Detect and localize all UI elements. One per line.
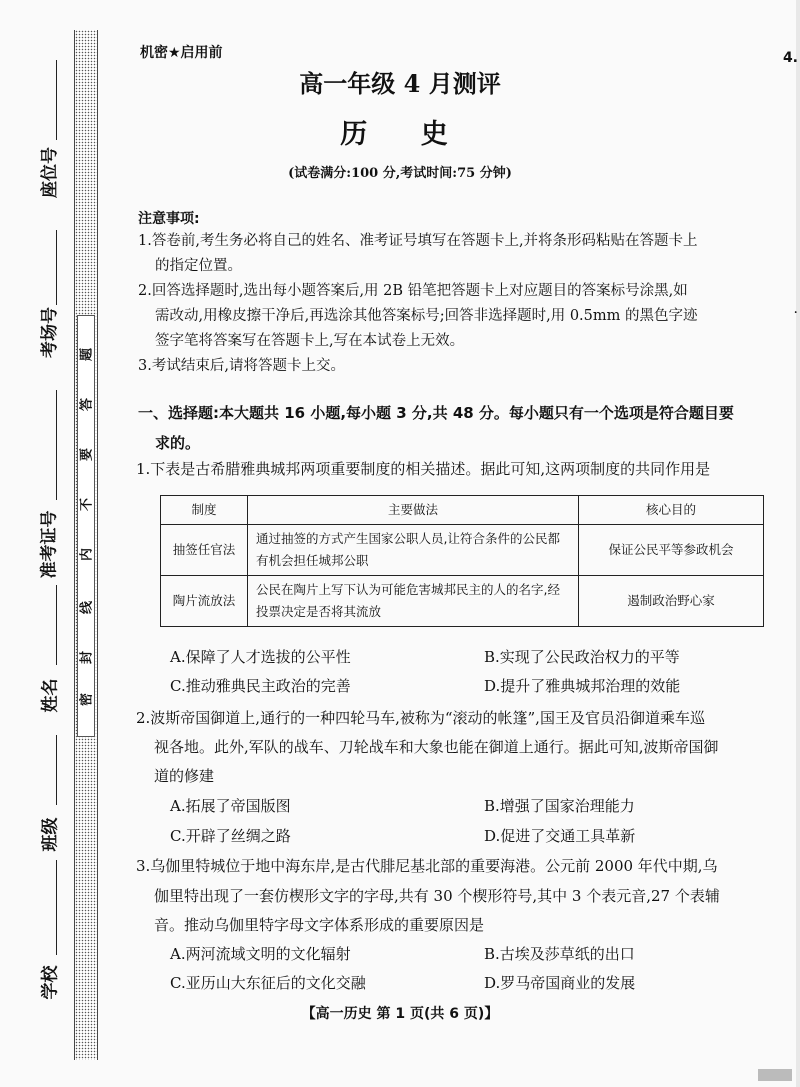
strip-word-6: 线 [79,601,95,615]
q3-option-d: D.罗马帝国商业的发展 [484,974,636,992]
notice-line: 2.回答选择题时,选出每小题答案后,用 2B 铅笔把答题卡上对应题目的答案标号涂黑,如 [138,283,688,299]
strip-word-5: 内 [79,548,95,562]
notice-line: 1.答卷前,考生务必将自己的姓名、准考证号填写在答题卡上,并将条形码粘贴在答题卡上 [138,233,698,249]
q2-option-d: D.促进了交通工具革新 [484,827,636,845]
school-label: 学校 [40,965,61,1000]
exam-title: 高一年级 4 月测评 [299,69,501,98]
q3-option-b: B.古埃及莎草纸的出口 [484,945,635,963]
watermark-qr-icon [758,1069,792,1081]
school-line[interactable] [56,860,57,955]
table-header: 主要做法 [248,496,579,525]
q3-stem-line: 伽里特出现了一套仿楔形文字的字母,共有 30 个楔形符号,其中 3 个表元音,27 个表辅 [154,887,720,905]
notice-line: 的指定位置。 [155,258,242,274]
class-line[interactable] [56,735,57,805]
section-heading-line: 求的。 [155,434,201,452]
notice-line: 签字笔将答案写在答题卡上,写在本试卷上无效。 [155,333,465,349]
table-cell: 公民在陶片上写下认为可能危害城邦民主的人的名字,经投票决定是否将其流放 [248,576,579,627]
q1-option-a: A.保障了人才选拔的公平性 [170,648,351,666]
table-cell: 抽签任官法 [161,525,248,576]
class-label: 班级 [40,817,61,852]
q2-option-a: A.拓展了帝国版图 [170,797,291,815]
ticket-label: 准考证号 [39,510,60,579]
table-cell: 通过抽签的方式产生国家公职人员,让符合条件的公民都有机会担任城邦公职 [248,525,579,576]
q2-option-c: C.开辟了丝绸之路 [170,827,291,845]
q2-stem-line: 2.波斯帝国御道上,通行的一种四轮马车,被称为“滚动的帐篷”,国王及官员沿御道乘车巡 [136,709,705,727]
q1-option-c: C.推动雅典民主政治的完善 [170,677,351,695]
room-line[interactable] [56,230,57,305]
table-cell: 遏制政治野心家 [579,576,764,627]
room-label: 考场号 [40,307,60,358]
strip-word-3: 要 [79,448,95,462]
q2-stem-line: 视各地。此外,军队的战车、刀轮战车和大象也能在御道上通行。据此可知,波斯帝国御 [154,738,719,756]
confidential-mark: 机密★启用前 [140,45,223,61]
strip-word-4: 不 [79,498,95,512]
table-row [161,525,764,576]
section-heading-line: 一、选择题:本大题共 16 小题,每小题 3 分,共 48 分。每小题只有一个选项是符合题目要 [138,404,734,422]
section-heading [138,398,763,458]
q3-stem-line: 3.乌伽里特城位于地中海东岸,是古代腓尼基北部的重要海港。公元前 2000 年代中期,乌 [136,857,718,875]
table-cell: 保证公民平等参政机会 [579,525,764,576]
q1-stem: 1.下表是古希腊雅典城邦两项重要制度的相关描述。据此可知,这两项制度的共同作用是 [136,460,711,478]
ticket-line[interactable] [56,390,57,500]
q3-stem-line: 音。推动乌伽里特字母文字体系形成的重要原因是 [154,916,485,934]
q3-option-a: A.两河流域文明的文化辐射 [170,945,351,963]
q2-stem-line: 道的修建 [154,767,215,785]
notice-line: 3.考试结束后,请将答题卡上交。 [138,358,345,374]
side-mark: · [793,305,798,321]
name-line[interactable] [56,585,57,665]
strip-word-2: 答 [79,398,95,412]
name-label: 姓名 [40,678,61,713]
exam-info: (试卷满分:100 分,考试时间:75 分钟) [288,166,512,181]
q3-option-c: C.亚历山大东征后的文化交融 [170,974,366,992]
table-header: 核心目的 [579,496,764,525]
table-row [161,576,764,627]
table-cell: 陶片流放法 [161,576,248,627]
strip-word-1: 题 [79,348,95,362]
strip-word-8: 密 [79,693,95,707]
q1-option-d: D.提升了雅典城邦治理的效能 [484,677,681,695]
page-footer: 【高一历史 第 1 页(共 6 页)】 [301,1006,499,1022]
table-header-row [161,496,764,525]
subject-title: 历 史 [340,119,470,150]
seat-label: 座位号 [40,147,60,198]
q1-option-b: B.实现了公民政治权力的平等 [484,648,680,666]
q1-table [160,495,764,627]
notice-line: 需改动,用橡皮擦干净后,再选涂其他答案标号;回答非选择题时,用 0.5mm 的黑色字迹 [155,308,698,324]
notice-title: 注意事项: [138,211,200,227]
strip-word-7: 封 [79,651,95,665]
corner-mark: 4. [782,50,798,66]
q2-option-b: B.增强了国家治理能力 [484,797,635,815]
table-header: 制度 [161,496,248,525]
binding-strip-window [77,315,95,737]
